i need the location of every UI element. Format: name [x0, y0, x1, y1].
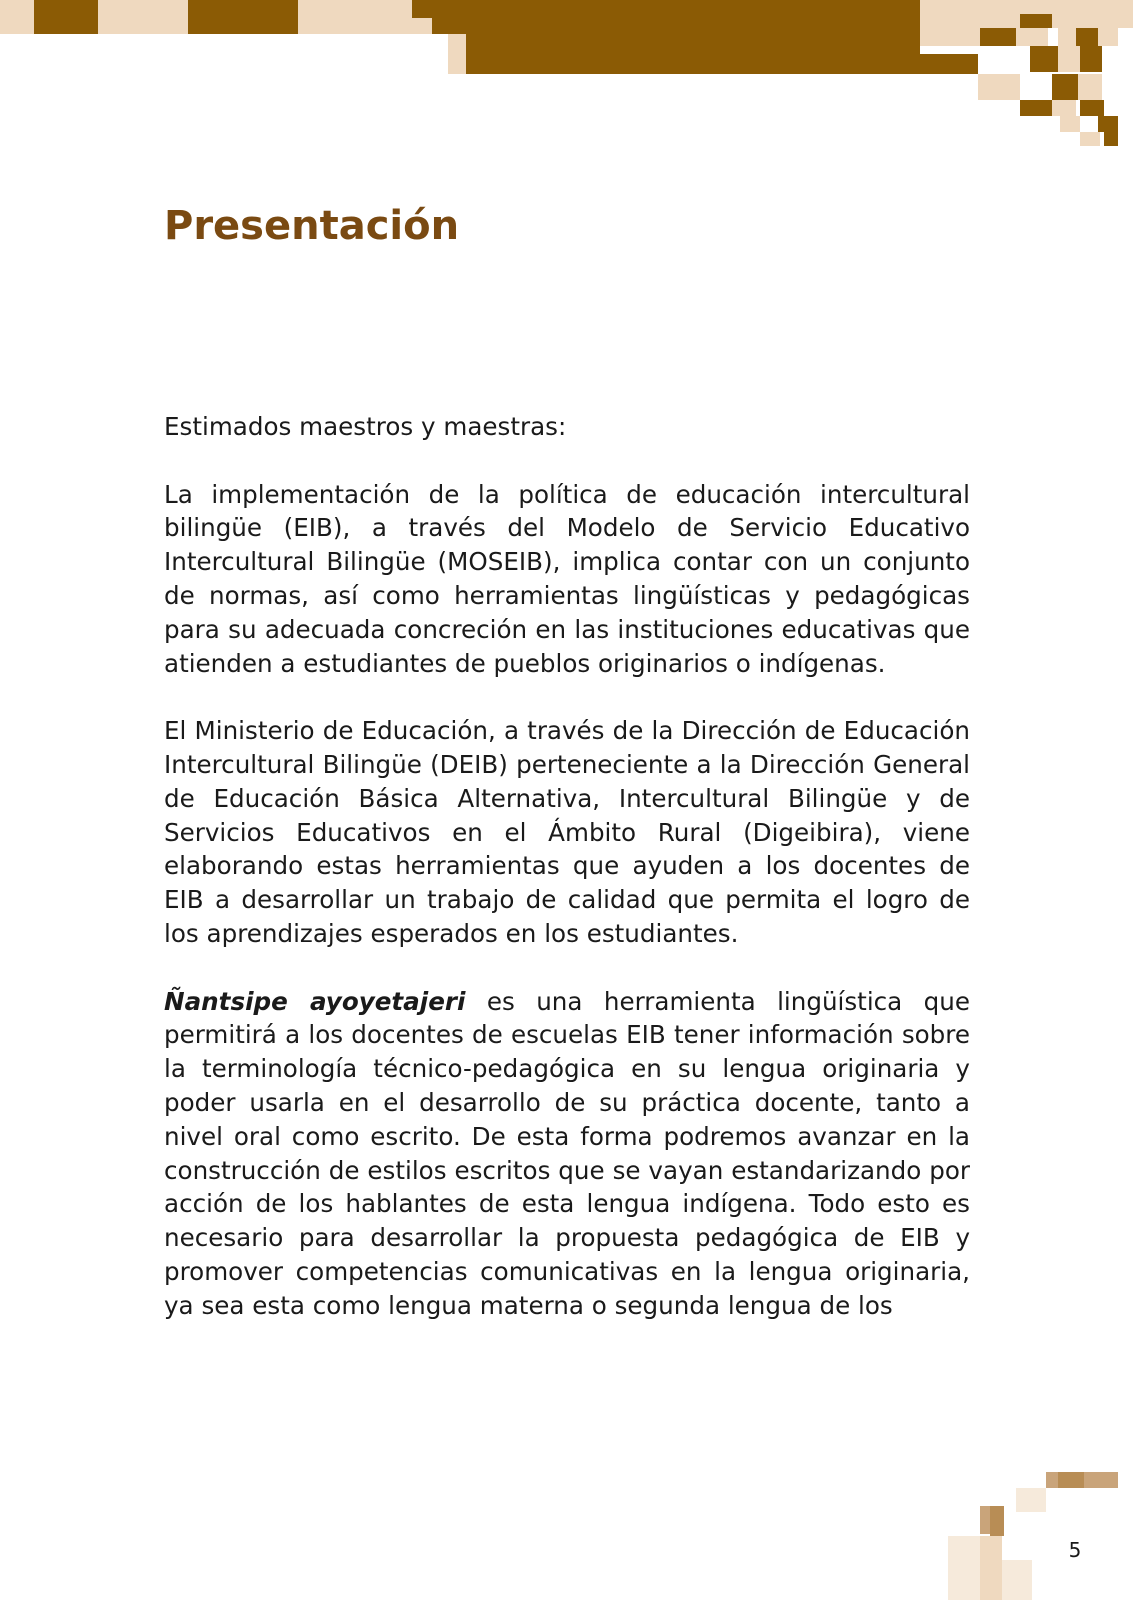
paragraph-text: es una herramienta lingüística que permitirá a los docentes de escuelas EIB tener información sobre la terminología técnico-pedagógica en su lengua originaria y poder usarla en el desarrollo de su práctica docente, tanto a nivel oral como escrito. De esta forma podremos avanzar en la construcción de estilos escritos que se vayan estandarizando por acción de los hablantes de esta lengua indígena. Todo esto es necesario para desarrollar la propuesta pedagógica de EIB y promover competencias comunicativas en la lengua originaria, ya sea esta como lengua materna o segunda lengua de los: [164, 986, 970, 1320]
page-number: 5: [1068, 1538, 1082, 1562]
body-text: [164, 410, 970, 1356]
paragraph: El Ministerio de Educación, a través de la Dirección de Educación Intercultural Bilingüe (DEIB) perteneciente a la Dirección General de Educación Básica Alternativa, Intercultural Bilingüe y de Servicios Educativos en el Ámbito Rural (Digeibira), viene elaborando estas herramientas que ayuden a los docentes de EIB a desarrollar un trabajo de calidad que permita el logro de los aprendizajes esperados en los estudiantes.: [164, 716, 970, 948]
greeting: Estimados maestros y maestras:: [164, 412, 567, 441]
paragraph: [164, 985, 970, 1323]
page-title: Presentación: [164, 203, 460, 249]
publication-title: Ñantsipe ayoyetajeri: [164, 986, 466, 1016]
paragraph: La implementación de la política de educación intercultural bilingüe (EIB), a través del Modelo de Servicio Educativo Intercultural Bilingüe (MOSEIB), implica contar con un conjunto de normas, así como herramientas lingüísticas y pedagógicas para su adecuada concreción en las instituciones educativas que atienden a estudiantes de pueblos originarios o indígenas.: [164, 479, 970, 678]
